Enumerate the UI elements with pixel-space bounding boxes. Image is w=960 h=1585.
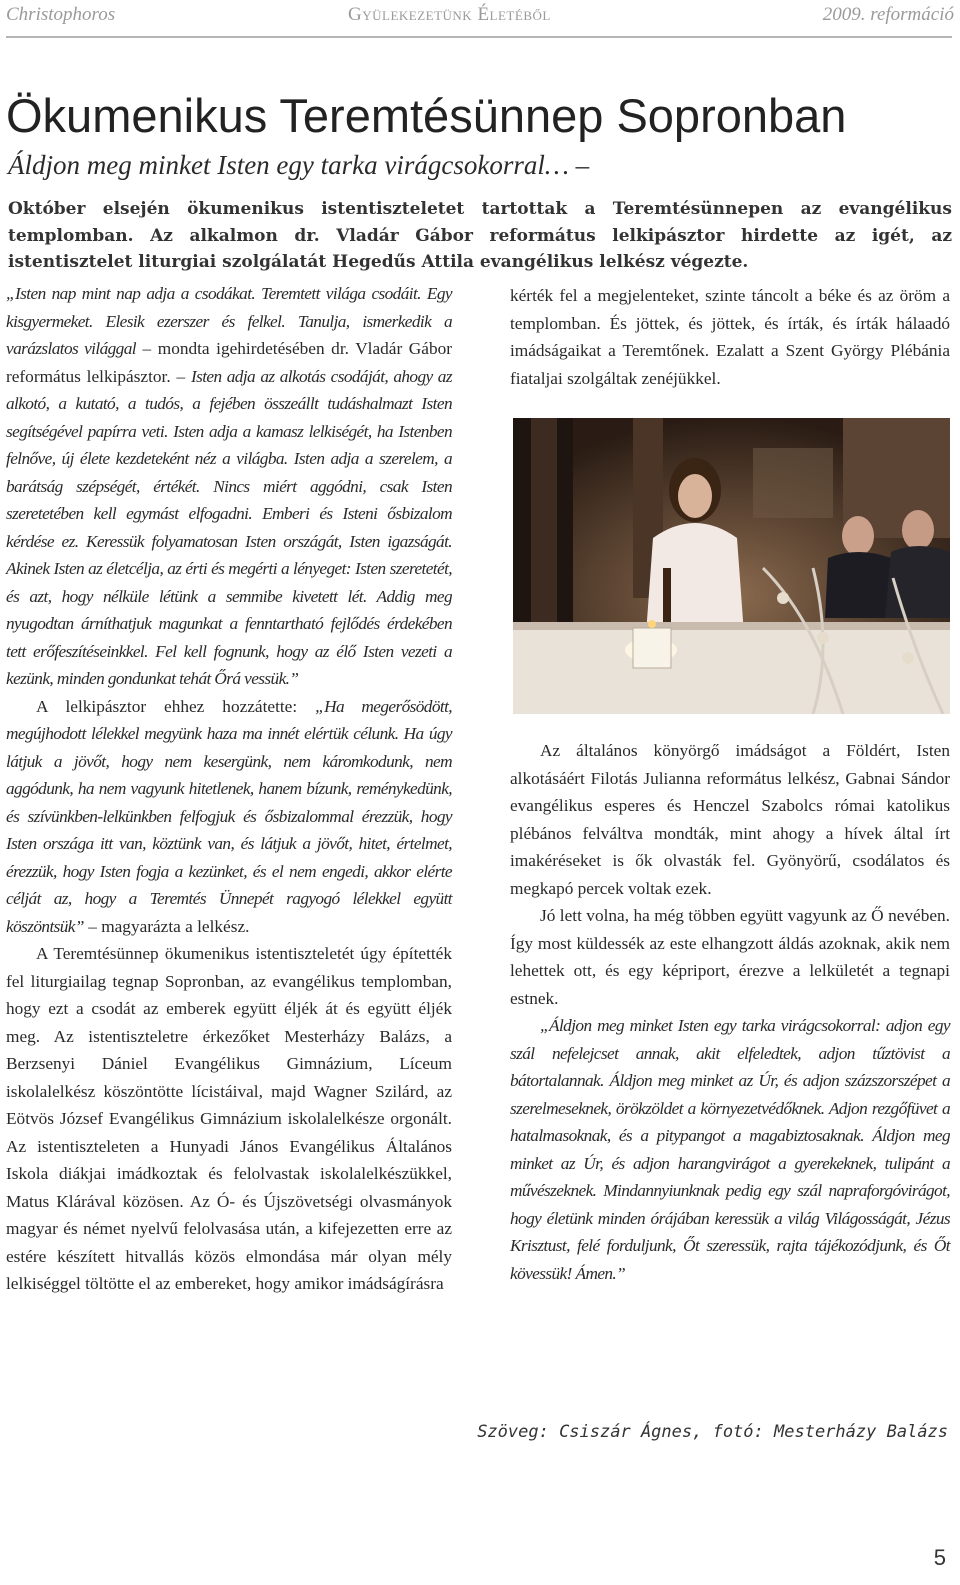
right-column-bottom: [510, 737, 950, 1287]
blessing-quote: „Áldjon meg minket Isten egy tarka virágcsokorral: adjon egy szál nefelejcset annak, akit elfeledtek, adjon tűztövist a bátortalannak. Áldjon meg minket az Úr, és adjon százszorszépet a szerelmeseknek, örökzöldet a környezetvédőknek. Adjon rezgőfüvet a hatalmasoknak, és a pitypangot a magabiztosaknak. Áldjon meg minket az Úr, és adjon harangvirágot a gyerekeknek, tulipánt a művészeknek. Mindannyiunknak pedig egy szál napraforgóvirágot, hogy életünk minden órájában keressük a világ Világosságát, Jézus Krisztust, felé forduljunk, Őt szeressük, rajta tájékozódjunk, és Őt kövessük! Ámen.”: [510, 1016, 950, 1283]
section-name: Gyülekezetünk Életéből: [348, 4, 551, 25]
right-paragraph-continued: kérték fel a megjelenteket, szinte táncolt a béke és az öröm a templomban. És jöttek, és jöttek, és írták, és írták hálaadó imádságaikat a Teremtőnek. Ezalatt a Szent György Plébánia fiataljai szolgáltak zenéjükkel.: [510, 286, 950, 388]
sermon-attribution: – mondta igehirdetésében dr. Vladár Gábor református lelkipásztor. –: [6, 339, 452, 386]
article-lead: Október elsején ökumenikus istentiszteletet tartottak a Teremtésünnepen az evangélikus templomban. Az alkalmon dr. Vladár Gábor református lelkipásztor hirdette az igét, az istentisztelet liturgiai szolgálatát Hegedűs Attila evangélikus lelkész végezte.: [8, 199, 952, 272]
pastor-quote: „Ha megerősödött, megújhodott lélekkel megyünk haza ma innét elértük célunk. Ha úgy látjuk a jövőt, hogy nem kesergünk, nem káromkodunk, nem aggódunk, ha nem vagyunk hitetlenek, hanem bízunk, reménykedünk, és szívünkben-lelkünkben felfogjuk és ősbizalommal érezzük, hogy Isten országa itt van, köztünk van, és látjuk a jövőt, hitet, értelmet, érezzük, hogy Isten fogja a kezünket, és el nem engedi, akkor elérte célját az, hogy a Teremtés Ünnepét ragyogó lélekkel együtt köszöntsük”: [6, 696, 452, 936]
left-paragraph-2: [6, 693, 452, 941]
pastor-intro: A lelkipásztor ehhez hozzátette:: [36, 696, 316, 716]
running-header: [6, 4, 954, 30]
left-paragraph-1: [6, 280, 452, 693]
church-photo-illustration: [513, 418, 950, 714]
pastor-attribution: – magyarázta a lelkész.: [83, 916, 250, 936]
header-divider: [6, 36, 952, 38]
magazine-name: Christophoros: [6, 4, 116, 25]
article-credit: Szöveg: Csiszár Ágnes, fotó: Mesterházy Balázs: [477, 1422, 948, 1442]
article-title: Ökumenikus Teremtésünnep Sopronban: [6, 89, 847, 142]
page-number: 5: [933, 1545, 946, 1570]
article-subtitle: Áldjon meg minket Isten egy tarka virágcsokorral… –: [8, 150, 590, 180]
sermon-quote-b: Isten adja az alkotás csodáját, ahogy az alkotó, a kutató, a tudós, a fejében összeállt tudáshalmazt Isten segítségével papírra veti. Isten adja a kamasz lelkiségét, ha Istenben felnőve, új élete kezdeteként néz a világba. Isten adja a szerelem, a barátság szépségét, értékét. Nincs miért aggódni, csak Isten szeretetében kell egymást elfogadni. Emberi és Isteni ősbizalom kérdése ez. Keressük folyamatosan Isten országát, Isten igazságát. Akinek Isten az életcélja, az érti és megérti a lényeget: Isten szeretetét, és azt, hogy nélküle létünk a semmibe kivetett lét. Addig meg nyugodtan árníthatjuk magunkat a fenntartható fejlődés érdekében tett erőfeszítéseinkkel. Fel kell fognunk, hogy az élő Isten vezeti a kezünk, minden gondunkat tehát Őrá vessük.”: [6, 366, 452, 688]
left-column: [6, 280, 452, 1298]
right-column-top: [510, 282, 950, 392]
left-paragraph-3: A Teremtésünnep ökumenikus istentiszteletét úgy építették fel liturgiailag tegnap Sopronban, az evangélikus templomban, hogy ezt a csodát az emberek együtt éljék át és együtt éljék meg. Az istentiszteletre érkezőket Mesterházy Balázs, a Berzsenyi Dániel Evangélikus Gimnázium, Líceum iskolalelkész köszöntötte lícistáival, majd Wagner Szilárd, az Eötvös József Evangélikus Gimnázium iskolalelkésze orgonált. Az istentiszteleten a Hunyadi János Evangélikus Általános Iskola diákjai imádkoztak és felolvastak iskolalelkészükkel, Matus Klárával közösen. Az Ó- és Újszövetségi olvasmányok magyar és német nyelvű felolvasása után, a kifejezetten erre az estére készített hitvallás közös elmondása már olyan mély lelkiséggel töltötte el az embereket, hogy amikor imádságírásra: [6, 944, 452, 1293]
right-paragraph-1: Az általános könyörgő imádságot a Földért, Isten alkotásáért Filotás Julianna református lelkész, Gabnai Sándor evangélikus esperes és Henczel Szabolcs római katolikus plébános felváltva mondták, mint ahogy a hívek által írt imakéréseket is ők olvasták fel. Gyönyörű, csodálatos és megkapó percek voltak ezek.: [510, 741, 950, 898]
article-photo: [513, 418, 950, 714]
issue-label: 2009. reformáció: [822, 4, 954, 25]
sermon-quote-a: „Isten nap mint nap adja a csodákat. Teremtett világa csodáit. Egy kisgyermeket. Elesik ezerszer és felkel. Tanulja, ismerkedik a varázslatos világgal: [6, 284, 452, 358]
right-paragraph-2: Jó lett volna, ha még többen együtt vagyunk az Ő nevében. Így most küldessék az este elhangzott áldás azoknak, akik nem lehettek ott, és egy képriport, érezve a lelkületét a tegnapi estnek.: [510, 906, 950, 1008]
